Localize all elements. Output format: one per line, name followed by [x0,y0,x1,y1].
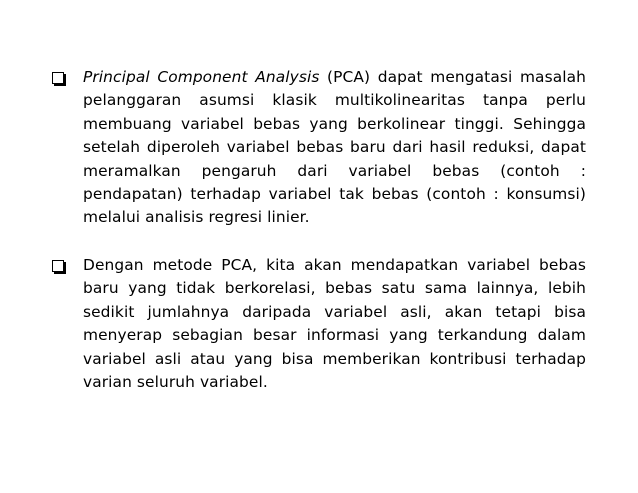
checkbox-bullet-icon [52,72,64,84]
bullet-text: Dengan metode PCA, kita akan mendapatkan variabel bebas baru yang tidak berkorelasi, bebas satu sama lainnya, lebih sedikit jumlahnya daripada variabel asli, akan tetapi bisa menyerap sebagian besar informasi yang terkandung dalam variabel asli atau yang bisa memberikan kontribusi terhadap varian seluruh variabel. [83,256,586,392]
bullet-item-pca-definition [52,66,586,230]
checkbox-bullet-icon [52,260,64,272]
bullet-item-pca-method [52,254,586,394]
bullet-text [83,66,586,230]
bullet-body: (PCA) dapat mengatasi masalah pelanggaran asumsi klasik multikolinearitas tanpa perlu membuang variabel bebas yang berkolinear tinggi. Sehingga setelah diperoleh variabel bebas baru dari hasil reduksi, dapat meramalkan pengaruh dari variabel bebas (contoh : pendapatan) terhadap variabel tak bebas (contoh : konsumsi) melalui analisis regresi linier. [83,68,586,227]
bullet-term: Principal Component Analysis [83,68,320,86]
